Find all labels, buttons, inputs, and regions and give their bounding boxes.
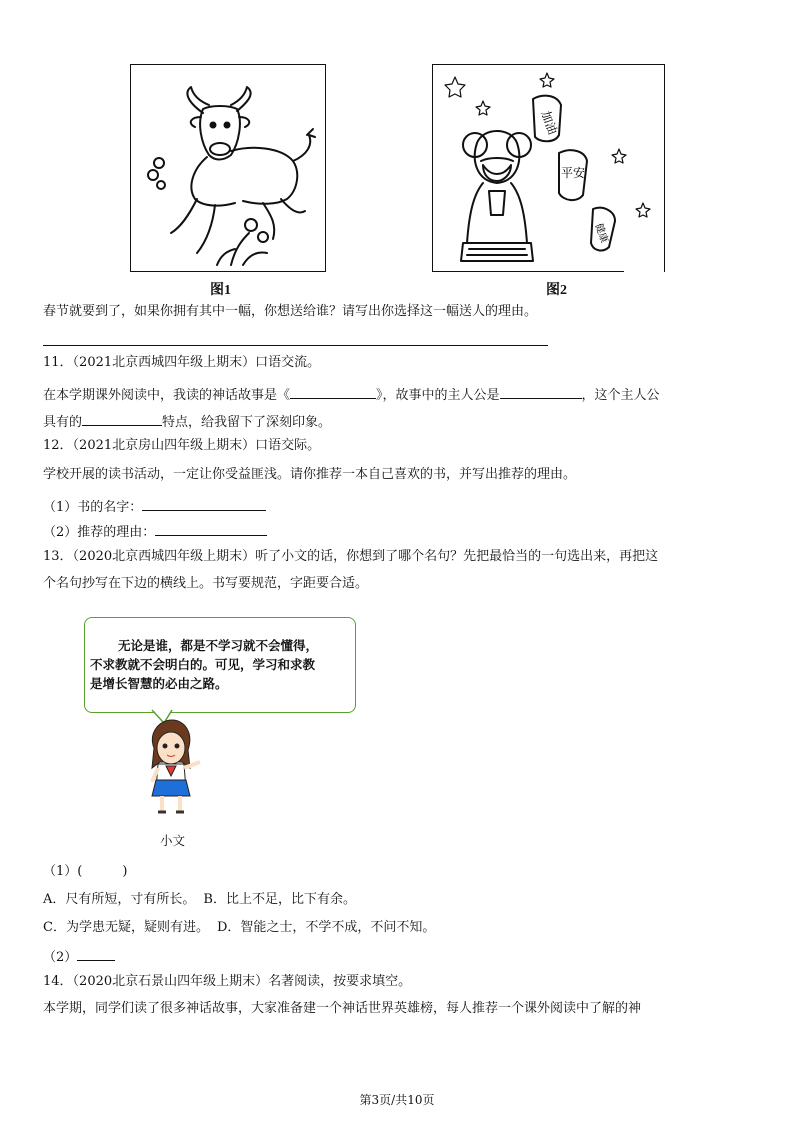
- option-d[interactable]: D．智能之士，不学不成，不问不知。: [216, 920, 436, 935]
- page-number-footer: 第3页/共10页: [359, 1093, 435, 1107]
- q12-item-2-label: （2）推荐的理由：: [43, 525, 156, 540]
- option-c[interactable]: C．为学患无疑，疑则有进。: [43, 920, 209, 935]
- q13-title-line-2: 个名句抄写在下边的横线上。书写要规范，字距要合适。: [43, 576, 369, 591]
- q11-paragraph-line-1: [43, 384, 660, 405]
- q12-item-1-label: （1）书的名字：: [43, 500, 143, 515]
- q13-sub-1-open: （1）(: [43, 864, 83, 879]
- figure-2-frame: [432, 64, 665, 272]
- q14-title: 14．（2020北京石景山四年级上期末）名著阅读，按要求填空。: [43, 974, 412, 989]
- q11-text-b: 》，故事中的主人公是: [376, 388, 500, 403]
- q13-options-row-1: [43, 891, 356, 909]
- lantern-text-pingan: 平安: [561, 166, 586, 180]
- q13-title-line-1: 13．（2020北京西城四年级上期末）听了小文的话，你想到了哪个名句？先把最恰当的一句选出来，再把这: [43, 549, 659, 564]
- q12-title: 12．（2021北京房山四年级上期末）口语交际。: [43, 438, 321, 453]
- q10-prompt: 春节就要到了，如果你拥有其中一幅，你想送给谁？请写出你选择这一幅送人的理由。: [43, 304, 538, 319]
- q13-sub-1-close: ): [122, 864, 128, 879]
- q14-description: 本学期，同学们读了很多神话故事，大家准备建一个神话世界英雄榜，每人推荐一个课外阅读中了解的神: [43, 1001, 642, 1016]
- lantern-text-jiayou: 加油: [538, 108, 560, 137]
- figure-1-frame: [130, 64, 326, 272]
- figure-2-caption: 图2: [546, 283, 567, 298]
- q13-sub-2-label: （2）: [43, 950, 78, 965]
- q11-paragraph-line-2: [43, 411, 331, 432]
- q11-blank-trait[interactable]: [82, 411, 162, 426]
- bubble-line-3: 是增长智慧的必由之路。: [90, 676, 228, 691]
- girl-with-lanterns-illustration: [433, 65, 664, 271]
- q13-options-row-2: [43, 919, 435, 937]
- figure-2-frame-gap: [624, 268, 664, 272]
- q11-text-a: 在本学期课外阅读中，我读的神话故事是《: [43, 388, 291, 403]
- q12-blank-book-name[interactable]: [142, 496, 266, 511]
- q12-blank-reason[interactable]: [155, 521, 267, 536]
- q12-item-2: [43, 521, 267, 542]
- q12-description: 学校开展的读书活动，一定让你受益匪浅。请你推荐一本自己喜欢的书，并写出推荐的理由。: [43, 467, 577, 482]
- q13-sub-1: [43, 863, 127, 881]
- q13-sub-2: [43, 946, 115, 967]
- option-b[interactable]: B．比上不足，比下有余。: [203, 892, 356, 907]
- lantern-text-jiankang: 健康: [592, 221, 610, 245]
- character-name-label: 小文: [160, 833, 186, 848]
- q11-blank-story[interactable]: [290, 384, 376, 399]
- q13-blank-sub-2[interactable]: [77, 946, 115, 961]
- figure-1-caption: 图1: [210, 283, 231, 298]
- q11-blank-protagonist[interactable]: [500, 384, 582, 399]
- q12-item-1: [43, 496, 266, 517]
- q11-text-d: 具有的: [43, 415, 83, 430]
- q10-answer-line[interactable]: [43, 345, 548, 346]
- q11-text-c: ，这个主人公: [581, 388, 660, 403]
- q11-text-e: 特点，给我留下了深刻印象。: [162, 415, 332, 430]
- xiaowen-character-illustration: [138, 718, 204, 818]
- bubble-line-1: 无论是谁，都是不学习就不会懂得，: [118, 638, 319, 653]
- option-a[interactable]: A．尺有所短，寸有所长。: [43, 892, 196, 907]
- ox-illustration: [131, 65, 325, 271]
- speech-bubble-text: [90, 636, 348, 693]
- q11-title: 11．（2021北京西城四年级上期末）口语交流。: [43, 355, 321, 370]
- bubble-line-2: 不求教就不会明白的。可见，学习和求教: [90, 657, 316, 672]
